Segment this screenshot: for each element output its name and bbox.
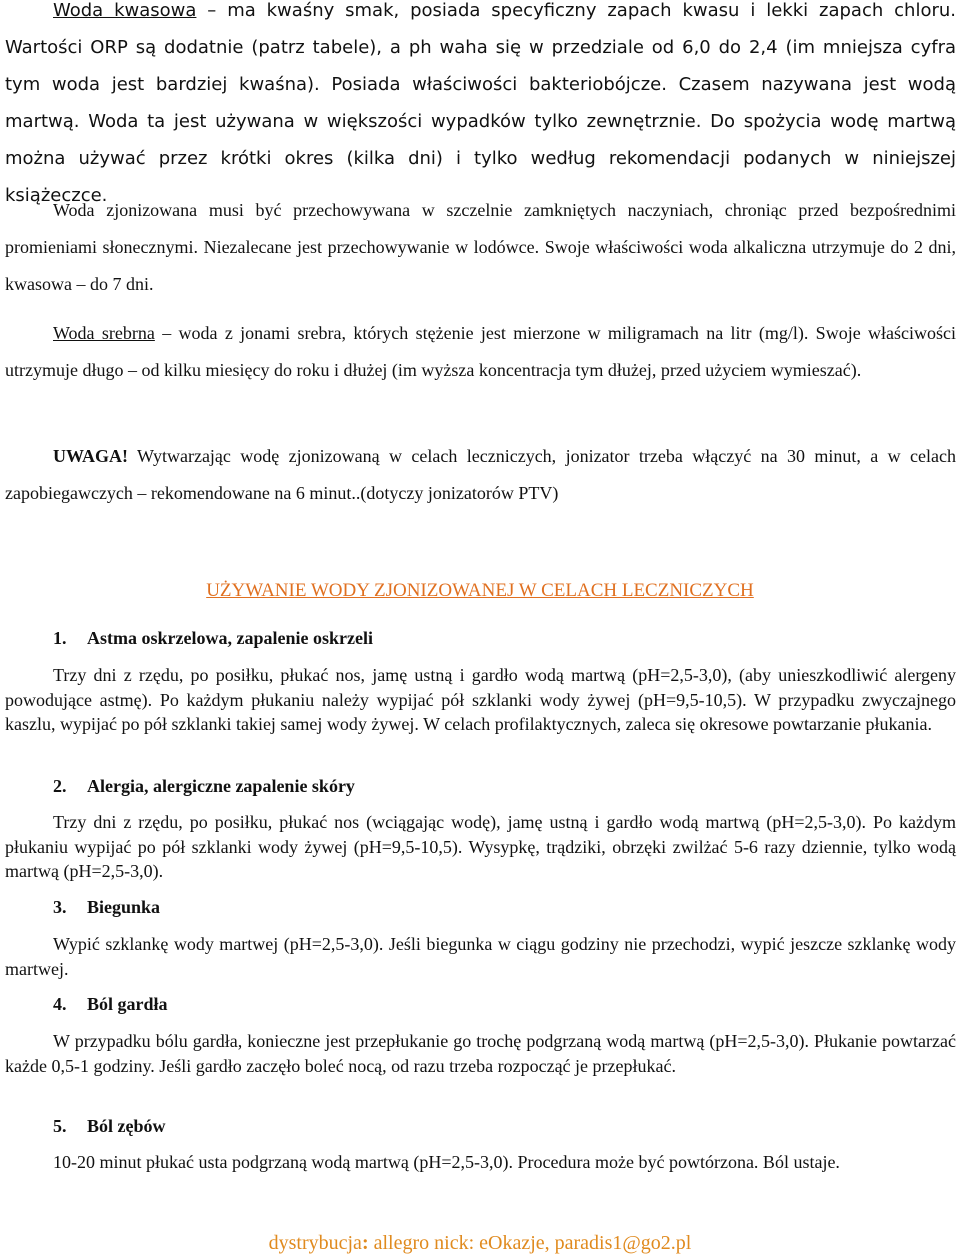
paragraph-text: W przypadku bólu gardła, konieczne jest przepłukanie go trochę podgrzaną wodą martwą (pH=2,5-3,0). Płukanie powtarzać każde 0,5-1 godziny. Jeśli gardło zaczęło boleć nocą, od razu trzeba rozpocząć je przepłukać. <box>5 1031 956 1076</box>
section-heading: UŻYWANIE WODY ZJONIZOWANEJ W CELACH LECZNICZYCH <box>206 580 754 601</box>
section-number: 4. <box>53 994 67 1014</box>
section-title-text: Astma oskrzelowa, zapalenie oskrzeli <box>87 628 373 648</box>
paragraph-text: Wytwarzając wodę zjonizowaną w celach leczniczych, jonizator trzeba włączyć na 30 minut, a w celach zapobiegawczych – rekomendowane na 6 minut..(dotyczy jonizatorów PTV) <box>5 446 956 503</box>
paragraph-text: – woda z jonami srebra, których stężenie jest mierzone w miligramach na litr (mg/l). Swoje właściwości utrzymuje długo – od kilku miesięcy do roku i dłużej (im wyższa koncentracja tym dłużej, przed użyciem wymieszać). <box>5 323 956 380</box>
section-title-text: Ból zębów <box>87 1116 166 1136</box>
section-title-text: Biegunka <box>87 897 161 917</box>
section-number: 3. <box>53 897 67 917</box>
paragraph-text: Woda zjonizowana musi być przechowywana w szczelnie zamkniętych naczyniach, chroniąc przed bezpośrednimi promieniami słonecznymi. Niezalecane jest przechowywanie w lodówce. Swoje właściwości woda alkaliczna utrzymuje do 2 dni, kwasowa – do 7 dni. <box>5 200 956 294</box>
warning-label: UWAGA! <box>53 446 128 466</box>
section-text-bol-gardla <box>5 1029 956 1078</box>
section-number: 2. <box>53 776 67 796</box>
section-text-astma <box>5 663 956 737</box>
footer-distribution <box>0 1230 960 1256</box>
section-text-biegunka <box>5 932 956 981</box>
paragraph-text: Trzy dni z rzędu, po posiłku, płukać nos (wciągając wodę), jamę ustną i gardło wodą martwą (pH=2,5-3,0). Po każdym płukaniu wypijać po pół szklanki wody żywej (pH=9,5-10,5). Wysypkę, trądziki, obrzęki zwilżać 5-6 razy dziennie, tylko wodą martwą (pH=2,5-3,0). <box>5 812 956 881</box>
paragraph-woda-kwasowa <box>5 0 956 214</box>
section-number: 5. <box>53 1116 67 1136</box>
paragraph-woda-srebrna <box>5 315 956 389</box>
section-title-alergia <box>53 774 355 798</box>
section-title-text: Alergia, alergiczne zapalenie skóry <box>87 776 355 796</box>
section-title-astma <box>53 626 373 650</box>
section-text-alergia <box>5 810 956 884</box>
section-number: 1. <box>53 628 67 648</box>
footer-text: allegro nick: eOkazje, paradis1@go2.pl <box>368 1232 692 1254</box>
paragraph-przechowywanie <box>5 192 956 303</box>
term-woda-srebrna: Woda srebrna <box>53 323 155 343</box>
section-title-bol-zebow <box>53 1114 166 1138</box>
paragraph-uwaga <box>5 438 956 512</box>
section-text-bol-zebow <box>5 1150 956 1175</box>
section-title-text: Ból gardła <box>87 994 168 1014</box>
paragraph-text: Wypić szklankę wody martwej (pH=2,5-3,0). Jeśli biegunka w ciągu godziny nie przechodzi, wypić jeszcze szklankę wody martwej. <box>5 934 956 979</box>
footer-colon: : <box>361 1232 369 1254</box>
paragraph-text: 10-20 minut płukać usta podgrzaną wodą martwą (pH=2,5-3,0). Procedura może być powtórzona. Ból ustaje. <box>53 1152 840 1172</box>
paragraph-text: – ma kwaśny smak, posiada specyficzny zapach kwasu i lekki zapach chloru. Wartości ORP są dodatnie (patrz tabele), a ph waha się w przedziale od 6,0 do 2,4 (im mniejsza cyfra tym woda jest bardziej kwaśna). Posiada właściwości bakteriobójcze. Czasem nazywana jest wodą martwą. Woda ta jest używana w większości wypadków tylko zewnętrznie. Do spożycia wodę martwą można używać przez krótki okres (kilka dni) i tylko według rekomendacji podanych w niniejszej książeczce. <box>5 0 956 206</box>
footer-label: dystrybucja <box>268 1232 362 1254</box>
term-woda-kwasowa: Woda kwasowa <box>53 0 197 21</box>
paragraph-text: Trzy dni z rzędu, po posiłku, płukać nos, jamę ustną i gardło wodą martwą (pH=2,5-3,0), (aby unieszkodliwić alergeny powodujące astmę). Po każdym płukaniu należy wypijać pół szklanki wody żywej (pH=9,5-10,5). W przypadku zwyczajnego kaszlu, wypijać po pół szklanki takiej samej wody żywej. W celach profilaktycznych, zaleca się okresowe powtarzanie płukania. <box>5 665 956 734</box>
section-title-bol-gardla <box>53 992 168 1016</box>
section-title-biegunka <box>53 895 160 919</box>
